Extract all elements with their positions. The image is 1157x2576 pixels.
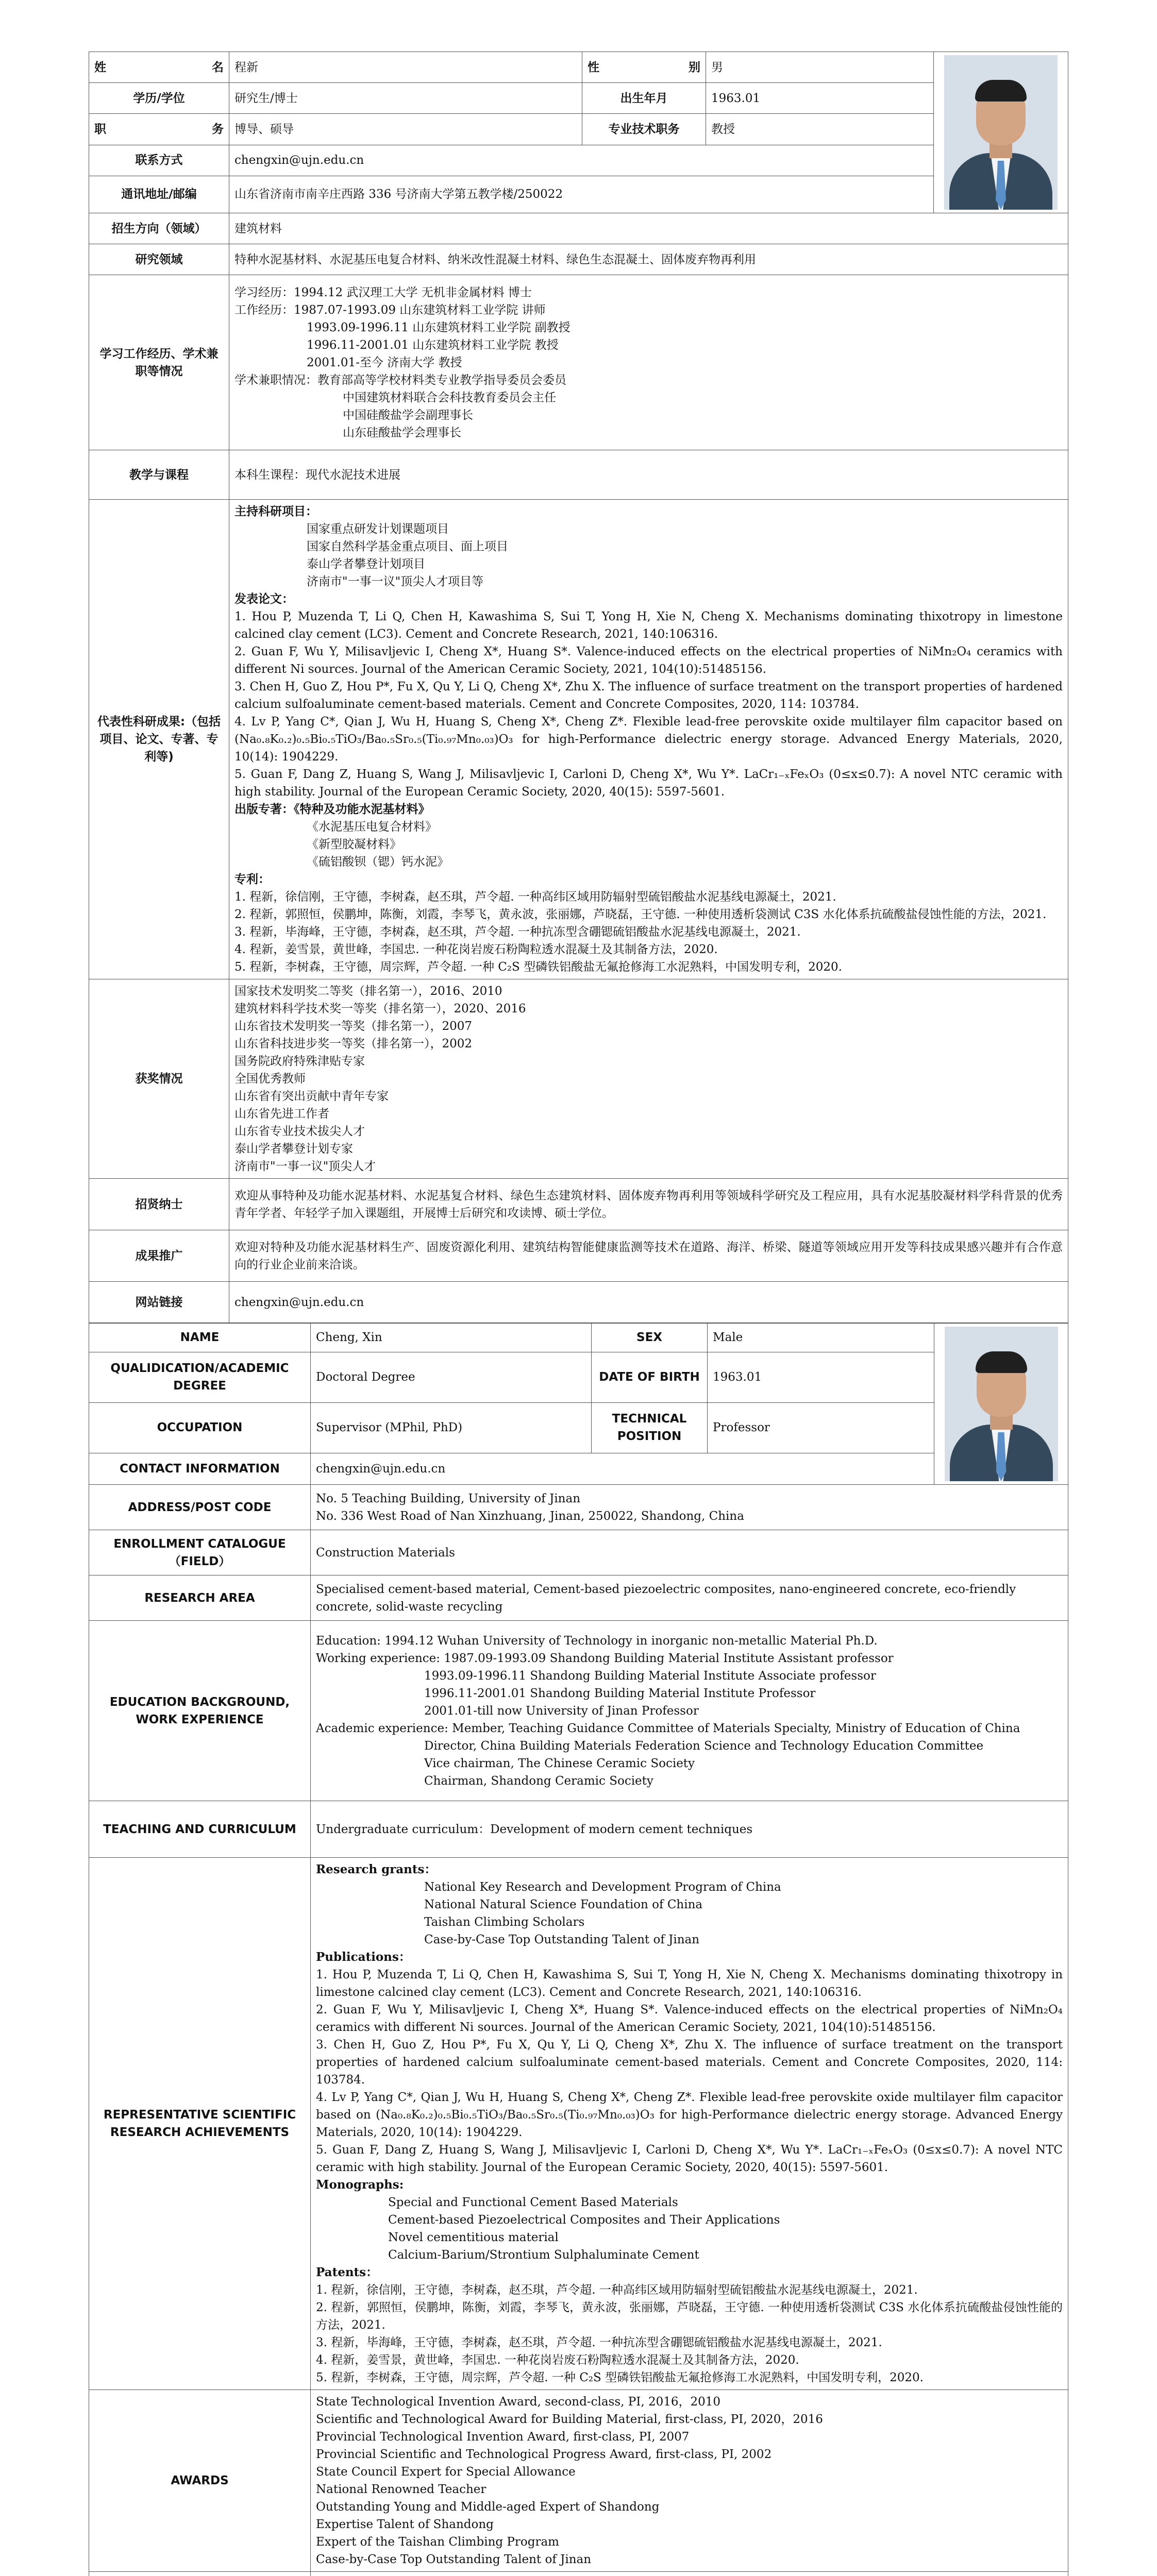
label-name: 姓 名 [89,52,229,83]
en-value-contact[interactable]: chengxin@ujn.edu.cn [311,1453,934,1484]
value-address: 山东省济南市南辛庄西路 336 号济南大学第五教学楼/250022 [229,176,934,213]
en-patent-item: 5. 程新，李树森，王守德，周宗辉，芦令超. 一种 C₂S 型磷铁铝酸盐无氟抢修海工水泥熟料，中国发明专利，2020. [316,2371,924,2384]
exp-line: 中国硅酸盐学会副理事长 [343,408,473,422]
award-item: 山东省先进工作者 [234,1107,329,1121]
en-patent-item: 1. 程新，徐信刚，王守德，李树森，赵丕琪，芦令超. 一种高纬区域用防辐射型硫铝酸盐水泥基线电源凝土，2021. [316,2283,918,2297]
en-value-sex: Male [708,1324,934,1352]
paper-item: 3. Chen H, Guo Z, Hou P*, Fu X, Qu Y, Li Q, Cheng X*, Zhu X. The influence of surface treatment on the transport properties of hardened calcium sulfoaluminate cement-based materials. Cement and Concrete Composites, 2020, 114: 103784. [234,680,1063,711]
en-pub-item: 5. Guan F, Dang Z, Huang S, Wang J, Milisavljevic I, Carloni D, Cheng X*, Wu Y*. LaCr₁₋ₓFeₓO₃ (0≤x≤0.7): A novel NTC ceramic with high stability. Journal of the European Ceramic Society, 2020, 40(15): 5597-5601. [316,2143,1063,2174]
award-item: 济南市"一事一议"顶尖人才 [234,1160,376,1173]
projects-heading: 主持科研项目： [234,504,317,518]
label-promotion: 成果推广 [89,1230,229,1282]
en-label-contact: CONTACT INFORMATION [89,1453,311,1484]
award-item: 山东省有突出贡献中青年专家 [234,1090,389,1103]
paper-item: 2. Guan F, Wu Y, Milisavljevic I, Cheng X*, Huang S*. Valence-induced effects on the electrical properties of NiMn₂O₄ ceramics with different Ni sources. Journal of the American Ceramic Society, 2021, 104(10):51485156. [234,645,1063,676]
experience-block [229,275,1068,450]
en-patent-item: 2. 程新，郭照恒，侯鹏坤，陈衡，刘霞，李琴飞，黄永波，张丽娜，芦晓磊，王守德. 一种使用透析袋测试 C3S 水化体系抗硫酸盐侵蚀性能的方法，2021. [316,2301,1063,2332]
en-address-line: No. 336 West Road of Nan Xinzhuang, Jinan, 250022, Shandong, China [316,1509,744,1523]
value-weblink[interactable]: chengxin@ujn.edu.cn [229,1282,1068,1323]
value-field: 特种水泥基材料、水泥基压电复合材料、纳米改性混凝土材料、绿色生态混凝土、固体废弃物再利用 [229,244,1068,275]
exp-line: 学术兼职情况：教育部高等学校材料类专业教学指导委员会委员 [234,373,566,387]
papers-heading: 发表论文： [234,592,294,606]
en-edu-line: Vice chairman, The Chinese Ceramic Society [424,1756,695,1770]
portrait-cell [934,52,1068,213]
label-teaching: 教学与课程 [89,450,229,500]
en-label-sex: SEX [592,1324,708,1352]
label-enroll: 招生方向（领域） [89,213,229,244]
en-patents-heading: Patents： [316,2265,378,2279]
en-mono-item: Cement-based Piezoelectrical Composites and Their Applications [388,2213,780,2227]
en-value-area: Specialised cement-based material, Cement-based piezoelectric composites, nano-engineered concrete, eco-friendly concrete, solid-waste recycling [311,1575,1068,1621]
chinese-profile-table [89,52,1068,1323]
patent-item: 5. 程新，李树森，王守德，周宗辉，芦令超. 一种 C₂S 型磷铁铝酸盐无氟抢修海工水泥熟料，中国发明专利，2020. [234,960,842,974]
exp-line: 学习经历：1994.12 武汉理工大学 无机非金属材料 博士 [234,285,532,299]
en-education-block [311,1621,1068,1801]
en-award-item: Provincial Technological Invention Award, first-class, PI, 2007 [316,2430,690,2444]
en-grant-item: Case-by-Case Top Outstanding Talent of Jinan [424,1933,700,1946]
cv-sheet [89,52,1068,2576]
en-edu-line: Director, China Building Materials Federation Science and Technology Education Committee [424,1739,984,1753]
en-mono-item: Novel cementitious material [388,2231,559,2244]
patent-item: 2. 程新，郭照恒，侯鹏坤，陈衡，刘霞，李琴飞，黄永波，张丽娜，芦晓磊，王守德. 一种使用透析袋测试 C3S 水化体系抗硫酸盐侵蚀性能的方法，2021. [234,908,1047,921]
value-title: 教授 [706,114,934,145]
en-pub-item: 2. Guan F, Wu Y, Milisavljevic I, Cheng X*, Huang S*. Valence-induced effects on the electrical properties of NiMn₂O₄ ceramics with different Ni sources. Journal of the American Ceramic Society, 2021, 104(10):51485156. [316,2003,1063,2034]
en-grant-item: National Key Research and Development Program of China [424,1880,781,1894]
en-award-item: State Technological Invention Award, second-class, PI, 2016，2010 [316,2395,721,2409]
patent-item: 1. 程新，徐信刚，王守德，李树森，赵丕琪，芦令超. 一种高纬区域用防辐射型硫铝酸盐水泥基线电源凝土，2021. [234,890,836,904]
en-pub-item: 1. Hou P, Muzenda T, Li Q, Chen H, Kawashima S, Sui T, Yong H, Xie N, Cheng X. Mechanisms dominating thixotropy in limestone calcined clay cement (LC3). Cement and Concrete Research, 2021, 140:106316. [316,1968,1063,1999]
value-gender: 男 [706,52,934,83]
exp-line: 1993.09-1996.11 山东建筑材料工业学院 副教授 [307,320,571,334]
en-pub-item: 3. Chen H, Guo Z, Hou P*, Fu X, Qu Y, Li Q, Cheng X*, Zhu X. The influence of surface treatment on the transport properties of hardened calcium sulfoaluminate cement-based materials. Cement and Concrete Composites, 2020, 114: 103784. [316,2038,1063,2087]
en-label-education: EDUCATION BACKGROUND, WORK EXPERIENCE [89,1621,311,1801]
patent-item: 4. 程新，姜雪景，黄世峰，李国忠. 一种花岗岩废石粉陶粒透水混凝土及其制备方法，2020. [234,943,718,956]
en-pub-item: 4. Lv P, Yang C*, Qian J, Wu H, Huang S, Cheng X*, Cheng Z*. Flexible lead-free perovskite oxide multilayer film capacitor based on (Na₀.₈K₀.₂)₀.₅Bi₀.₅TiO₃/Ba₀.₅Sr₀.₅(Ti₀.₉₇Mn₀.₀₃)O₃ for high-Performance dielectric energy storage. Advanced Energy Materials, 2020, 10(14): 1904229. [316,2091,1063,2139]
en-edu-line: 2001.01-till now University of Jinan Professor [424,1704,699,1718]
label-contact: 联系方式 [89,145,229,176]
project-item: 国家自然科学基金重点项目、面上项目 [307,540,508,553]
project-item: 济南市"一事一议"顶尖人才项目等 [307,575,484,588]
en-award-item: Provincial Scientific and Technological Progress Award, first-class, PI, 2002 [316,2448,772,2461]
award-item: 山东省科技进步奖一等奖（排名第一），2002 [234,1037,473,1050]
en-pubs-heading: Publications： [316,1950,411,1964]
label-recruit: 招贤纳士 [89,1179,229,1230]
exp-line: 中国建筑材料联合会科技教育委员会主任 [343,391,556,404]
en-award-item: Outstanding Young and Middle-aged Expert of Shandong [316,2500,660,2514]
en-label-awards: AWARDS [89,2390,311,2572]
label-experience: 学习工作经历、学术兼职等情况 [89,275,229,450]
en-label-degree: QUALIDICATION/ACADEMIC DEGREE [89,1352,311,1402]
exp-line: 工作经历：1987.07-1993.09 山东建筑材料工业学院 讲师 [234,303,546,317]
label-degree: 学历/学位 [89,83,229,114]
award-item: 国家技术发明奖二等奖（排名第一），2016、2010 [234,985,502,998]
en-portrait-photo [945,1327,1058,1481]
en-label-recruit [89,2572,311,2576]
label-field: 研究领域 [89,244,229,275]
patent-item: 3. 程新，毕海峰，王守德，李树森，赵丕琪，芦令超. 一种抗冻型含硼锶硫铝酸盐水泥基线电源凝土，2021. [234,925,801,939]
en-awards-block [311,2390,1068,2572]
en-edu-line: 1993.09-1996.11 Shandong Building Material Institute Associate professor [424,1669,876,1683]
book-item: 《硫铝酸钡（锶）钙水泥》 [307,855,449,869]
value-degree: 研究生/博士 [229,83,582,114]
en-patent-item: 4. 程新，姜雪景，黄世峰，李国忠. 一种花岗岩废石粉陶粒透水混凝土及其制备方法，2020. [316,2353,799,2367]
en-address-block [311,1485,1068,1530]
award-item: 国务院政府特殊津贴专家 [234,1055,365,1068]
label-gender: 性 别 [582,52,706,83]
paper-item: 5. Guan F, Dang Z, Huang S, Wang J, Milisavljevic I, Carloni D, Cheng X*, Wu Y*. LaCr₁₋ₓFeₓO₃ (0≤x≤0.7): A novel NTC ceramic with high stability. Journal of the European Ceramic Society, 2020, 40(15): 5597-5601. [234,768,1063,799]
en-edu-line: Academic experience: Member, Teaching Guidance Committee of Materials Specialty, Ministry of Education of China [316,1721,1020,1735]
value-teaching: 本科生课程：现代水泥技术进展 [229,450,1068,500]
label-duty: 职 务 [89,114,229,145]
en-label-birth: DATE OF BIRTH [592,1352,708,1402]
value-contact[interactable]: chengxin@ujn.edu.cn [229,145,934,176]
en-label-enroll: ENROLLMENT CATALOGUE（FIELD） [89,1530,311,1575]
en-label-name: NAME [89,1324,311,1352]
award-item: 山东省专业技术拔尖人才 [234,1125,365,1138]
en-edu-line: 1996.11-2001.01 Shandong Building Material Institute Professor [424,1686,816,1700]
en-edu-line: Working experience: 1987.09-1993.09 Shandong Building Material Institute Assistant professor [316,1651,894,1665]
en-recruit-block [311,2572,1068,2576]
value-birth: 1963.01 [706,83,934,114]
en-patent-item: 3. 程新，毕海峰，王守德，李树森，赵丕琪，芦令超. 一种抗冻型含硼锶硫铝酸盐水泥基线电源凝土，2021. [316,2336,882,2349]
patents-heading: 专利： [234,872,270,886]
en-award-item: Expertise Talent of Shandong [316,2518,494,2531]
en-value-name: Cheng, Xin [311,1324,592,1352]
en-address-line: No. 5 Teaching Building, University of Jinan [316,1492,581,1505]
exp-line: 1996.11-2001.01 山东建筑材料工业学院 教授 [307,338,559,352]
label-awards: 获奖情况 [89,979,229,1179]
en-grants-heading: Research grants： [316,1862,437,1876]
en-award-item: Expert of the Taishan Climbing Program [316,2535,559,2549]
exp-line: 山东硅酸盐学会理事长 [343,426,461,439]
en-representative-block [311,1858,1068,2390]
label-address: 通讯地址/邮编 [89,176,229,213]
books-heading: 出版专著：《特种及功能水泥基材料》 [234,802,430,816]
exp-line: 2001.01-至今 济南大学 教授 [307,355,462,369]
en-edu-line: Education: 1994.12 Wuhan University of Technology in inorganic non-metallic Material Ph.D. [316,1634,878,1648]
en-label-occupation: OCCUPATION [89,1402,311,1453]
award-item: 建筑材料科学技术奖一等奖（排名第一），2020、2016 [234,1002,526,1015]
en-value-degree: Doctoral Degree [311,1352,592,1402]
en-label-technical: TECHNICAL POSITION [592,1402,708,1453]
value-recruit: 欢迎从事特种及功能水泥基材料、水泥基复合材料、绿色生态建筑材料、固体废弃物再利用等领域科学研究及工程应用，具有水泥基胶凝材料学科背景的优秀青年学者、年轻学子加入课题组，开展博士后研究和攻读博、硕士学位。 [229,1179,1068,1230]
en-label-representative: REPRESENTATIVE SCIENTIFIC RESEARCH ACHIEVEMENTS [89,1858,311,2390]
label-representative: 代表性科研成果:（包括项目、论文、专著、专利等) [89,500,229,979]
label-title: 专业技术职务 [582,114,706,145]
en-mono-item: Special and Functional Cement Based Materials [388,2196,678,2209]
en-edu-line: Chairman, Shandong Ceramic Society [424,1774,653,1788]
en-portrait-cell [934,1324,1068,1485]
en-label-teaching: TEACHING AND CURRICULUM [89,1801,311,1858]
en-award-item: Case-by-Case Top Outstanding Talent of Jinan [316,2553,592,2566]
value-enroll: 建筑材料 [229,213,1068,244]
en-mono-heading: Monographs: [316,2178,404,2192]
paper-item: 1. Hou P, Muzenda T, Li Q, Chen H, Kawashima S, Sui T, Yong H, Xie N, Cheng X. Mechanisms dominating thixotropy in limestone calcined clay cement (LC3). Cement and Concrete Research, 2021, 140:106316. [234,610,1063,641]
en-value-occupation: Supervisor (MPhil, PhD) [311,1402,592,1453]
book-item: 《新型胶凝材料》 [307,838,401,851]
en-award-item: National Renowned Teacher [316,2483,487,2496]
en-value-enroll: Construction Materials [311,1530,1068,1575]
en-award-item: Scientific and Technological Award for Building Material, first-class, PI, 2020，2016 [316,2413,823,2426]
award-item: 泰山学者攀登计划专家 [234,1142,353,1156]
english-profile-table [89,1323,1068,2576]
paper-item: 4. Lv P, Yang C*, Qian J, Wu H, Huang S, Cheng X*, Cheng Z*. Flexible lead-free perovskite oxide multilayer film capacitor based on (Na₀.₈K₀.₂)₀.₅Bi₀.₅TiO₃/Ba₀.₅Sr₀.₅(Ti₀.₉₇Mn₀.₀₃)O₃ for high-Performance dielectric energy storage. Advanced Energy Materials, 2020, 10(14): 1904229. [234,715,1063,764]
en-label-address: ADDRESS/POST CODE [89,1485,311,1530]
en-grant-item: Taishan Climbing Scholars [424,1916,585,1929]
label-weblink: 网站链接 [89,1282,229,1323]
en-award-item: State Council Expert for Special Allowance [316,2465,576,2479]
portrait-photo [944,55,1058,210]
project-item: 泰山学者攀登计划项目 [307,557,425,571]
value-promotion: 欢迎对特种及功能水泥基材料生产、固废资源化利用、建筑结构智能健康监测等技术在道路、海洋、桥梁、隧道等领域应用开发等科技成果感兴趣并有合作意向的行业企业前来洽谈。 [229,1230,1068,1282]
en-label-area: RESEARCH AREA [89,1575,311,1621]
en-mono-item: Calcium-Barium/Strontium Sulphaluminate Cement [388,2248,699,2262]
label-birth: 出生年月 [582,83,706,114]
representative-block [229,500,1068,979]
value-duty: 博导、硕导 [229,114,582,145]
en-value-technical: Professor [708,1402,934,1453]
en-grant-item: National Natural Science Foundation of China [424,1898,703,1911]
value-name: 程新 [229,52,582,83]
en-value-birth: 1963.01 [708,1352,934,1402]
book-item: 《水泥基压电复合材料》 [307,820,437,834]
awards-block [229,979,1068,1179]
en-value-teaching: Undergraduate curriculum：Development of modern cement techniques [311,1801,1068,1858]
award-item: 山东省技术发明奖一等奖（排名第一），2007 [234,1020,473,1033]
project-item: 国家重点研发计划课题项目 [307,522,449,536]
award-item: 全国优秀教师 [234,1072,306,1086]
